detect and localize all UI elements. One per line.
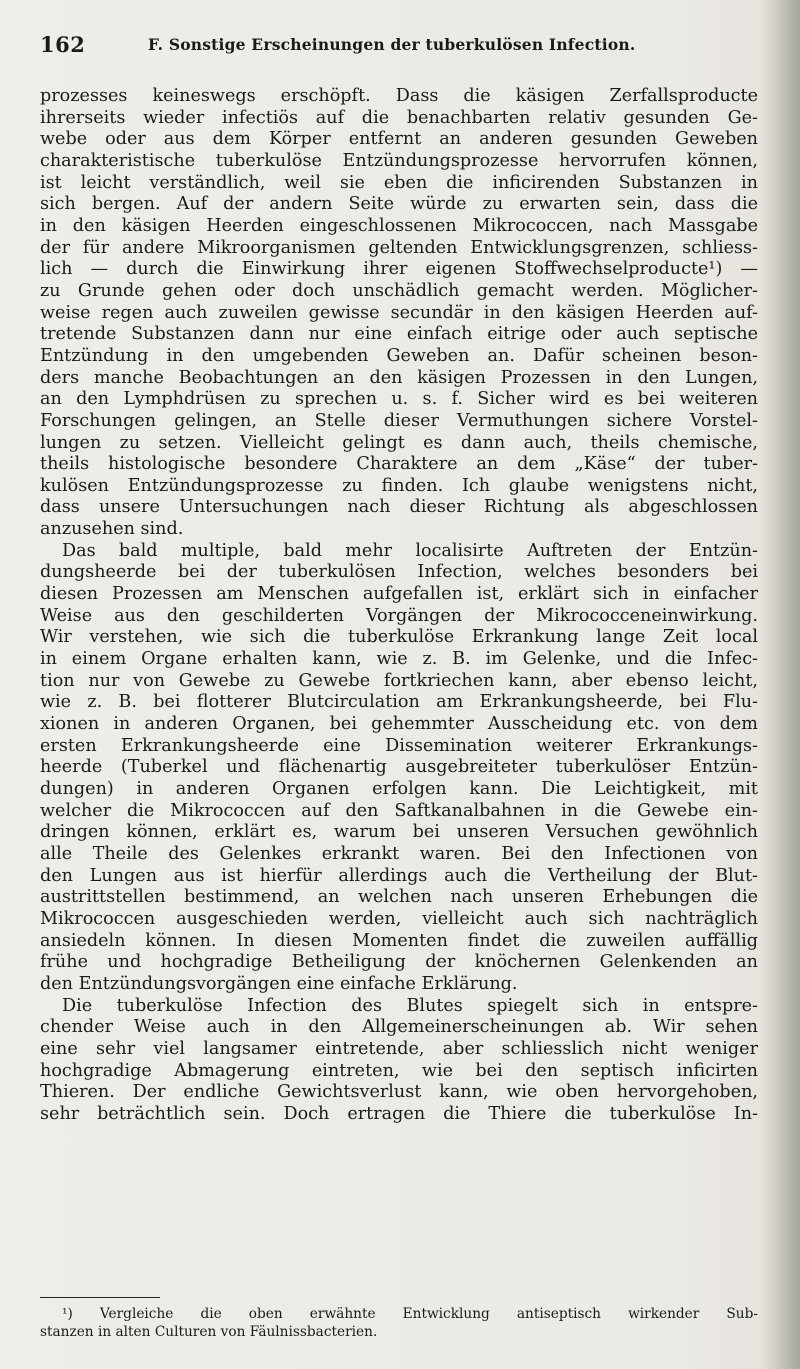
- paragraph-first-line: Die tuberkulöse Infection des Blutes spiegelt sich in entspre-: [62, 995, 758, 1016]
- text-line: weise regen auch zuweilen gewisse secundär in den käsigen Heerden auf-: [40, 302, 758, 323]
- text-line: heerde (Tuberkel und flächenartig ausgebreiteter tuberkulöser Entzün-: [40, 757, 758, 778]
- text-line: xionen in anderen Organen, bei gehemmter Ausscheidung etc. von dem: [40, 714, 758, 735]
- text-line: ansiedeln können. In diesen Momenten findet die zuweilen auffällig: [40, 930, 758, 951]
- text-line: sehr beträchtlich sein. Doch ertragen die Thiere die tuberkulöse In-: [40, 1103, 758, 1124]
- text-line: hochgradige Abmagerung eintreten, wie bei den septisch inficirten: [40, 1060, 758, 1081]
- text-line: wie z. B. bei flotterer Blutcirculation am Erkrankungsheerde, bei Flu-: [40, 692, 758, 713]
- text-line: lungen zu setzen. Vielleicht gelingt es dann auch, theils chemische,: [40, 432, 758, 453]
- text-line: tretende Substanzen dann nur eine einfach eitrige oder auch septische: [40, 324, 758, 345]
- paragraph-first-line: Das bald multiple, bald mehr localisirte Auftreten der Entzün-: [62, 540, 758, 561]
- text-line: webe oder aus dem Körper entfernt an anderen gesunden Geweben: [40, 129, 758, 150]
- text-line: tion nur von Gewebe zu Gewebe fortkriechen kann, aber ebenso leicht,: [40, 670, 758, 691]
- text-line: frühe und hochgradige Betheiligung der knöchernen Gelenkenden an: [40, 952, 758, 973]
- text-line: ders manche Beobachtungen an den käsigen Prozessen in den Lungen,: [40, 367, 758, 388]
- text-line: diesen Prozessen am Menschen aufgefallen ist, erklärt sich in einfacher: [40, 584, 758, 605]
- text-line: Entzündung in den umgebenden Geweben an. Dafür scheinen beson-: [40, 345, 758, 366]
- footnote-line: stanzen in alten Culturen von Fäulnissbacterien.: [40, 1323, 378, 1340]
- text-line: dass unsere Untersuchungen nach dieser Richtung als abgeschlossen: [40, 497, 758, 518]
- text-line: dringen können, erklärt es, warum bei unseren Versuchen gewöhnlich: [40, 822, 758, 843]
- text-line: charakteristische tuberkulöse Entzündungsprozesse hervorrufen können,: [40, 150, 758, 171]
- text-line: alle Theile des Gelenkes erkrankt waren. Bei den Infectionen von: [40, 843, 758, 864]
- text-line: austrittstellen bestimmend, an welchen nach unseren Erhebungen die: [40, 887, 758, 908]
- page-edge-shadow: [762, 0, 800, 1369]
- text-line: den Lungen aus ist hierfür allerdings auch die Vertheilung der Blut-: [40, 865, 758, 886]
- text-line: welcher die Mikrococcen auf den Saftkanalbahnen in die Gewebe ein-: [40, 800, 758, 821]
- text-line: Forschungen gelingen, an Stelle dieser Vermuthungen sichere Vorstel-: [40, 410, 758, 431]
- text-line: dungen) in anderen Organen erfolgen kann. Die Leichtigkeit, mit: [40, 779, 758, 799]
- body-text: [40, 86, 758, 1126]
- text-line: Wir verstehen, wie sich die tuberkulöse Erkrankung lange Zeit local: [40, 627, 758, 648]
- text-line: Weise aus den geschilderten Vorgängen der Mikrococceneinwirkung.: [40, 605, 758, 626]
- text-line: Mikrococcen ausgeschieden werden, vielleicht auch sich nachträglich: [40, 908, 758, 929]
- text-line: dungsheerde bei der tuberkulösen Infection, welches besonders bei: [40, 562, 758, 583]
- text-line: der für andere Mikroorganismen geltenden Entwicklungsgrenzen, schliess-: [40, 237, 758, 258]
- text-line: sich bergen. Auf der andern Seite würde zu erwarten sein, dass die: [40, 194, 758, 215]
- text-line: Thieren. Der endliche Gewichtsverlust kann, wie oben hervorgehoben,: [40, 1082, 758, 1103]
- text-line: chender Weise auch in den Allgemeinerscheinungen ab. Wir sehen: [40, 1017, 758, 1038]
- footnote-line: ¹) Vergleiche die oben erwähnte Entwicklung antiseptisch wirkender Sub-: [62, 1306, 758, 1322]
- text-line: in den käsigen Heerden eingeschlossenen Mikrococcen, nach Massgabe: [40, 215, 758, 236]
- text-line: lich — durch die Einwirkung ihrer eigenen Stoffwechselproducte¹) —: [40, 259, 758, 280]
- text-line: an den Lymphdrüsen zu sprechen u. s. f. Sicher wird es bei weiteren: [40, 389, 758, 410]
- text-line: ist leicht verständlich, weil sie eben die inficirenden Substanzen in: [40, 172, 758, 193]
- page-number: 162: [40, 32, 86, 57]
- text-line: kulösen Entzündungsprozesse zu finden. Ich glaube wenigstens nicht,: [40, 475, 758, 496]
- text-line: ihrerseits wieder infectiös auf die benachbarten relativ gesunden Ge-: [40, 107, 758, 128]
- footnotes: [40, 1306, 758, 1341]
- text-line: ersten Erkrankungsheerde eine Dissemination weiterer Erkrankungs-: [40, 735, 758, 756]
- paragraph-last-line: den Entzündungsvorgängen eine einfache Erklärung.: [40, 973, 518, 994]
- text-line: eine sehr viel langsamer eintretende, aber schliesslich nicht weniger: [40, 1038, 758, 1059]
- page-header: [40, 32, 760, 62]
- footnote-divider: [40, 1297, 160, 1298]
- text-line: prozesses keineswegs erschöpft. Dass die käsigen Zerfallsproducte: [40, 86, 758, 106]
- paragraph-last-line: anzusehen sind.: [40, 519, 184, 540]
- text-line: in einem Organe erhalten kann, wie z. B. im Gelenke, und die Infec-: [40, 649, 758, 670]
- running-head: F. Sonstige Erscheinungen der tuberkulösen Infection.: [148, 35, 636, 54]
- text-line: zu Grunde gehen oder doch unschädlich gemacht werden. Möglicher-: [40, 280, 758, 301]
- text-line: theils histologische besondere Charaktere an dem „Käse“ der tuber-: [40, 454, 758, 475]
